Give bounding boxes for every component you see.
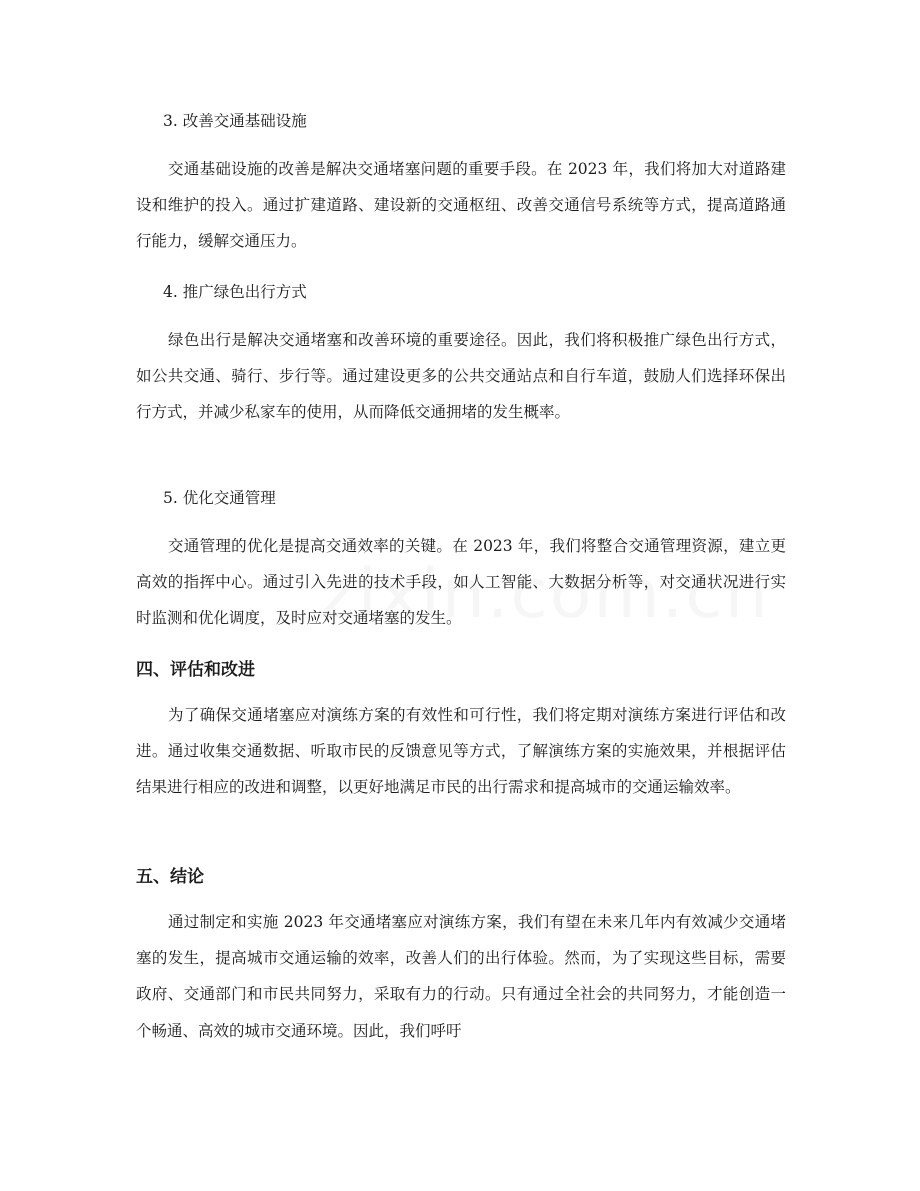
subsection-heading-5: 5. 优化交通管理 [163,489,276,507]
paragraph-traffic-management: 交通管理的优化是提高交通效率的关键。在 2023 年，我们将整合交通管理资源，建立更高效的指挥中心。通过引入先进的技术手段，如人工智能、大数据分析等，对交通状况进行实时监测和优化调度，及时应对交通堵塞的发生。 [136,537,786,628]
section-heading-conclusion: 五、结论 [136,867,204,887]
paragraph-green-travel: 绿色出行是解决交通堵塞和改善环境的重要途径。因此，我们将积极推广绿色出行方式，如公共交通、骑行、步行等。通过建设更多的公共交通站点和自行车道，鼓励人们选择环保出行方式，并减少私家车的使用，从而降低交通拥堵的发生概率。 [136,331,786,422]
section-heading-evaluation: 四、评估和改进 [136,660,255,680]
paragraph-infrastructure: 交通基础设施的改善是解决交通堵塞问题的重要手段。在 2023 年，我们将加大对道路建设和维护的投入。通过扩建道路、建设新的交通枢纽、改善交通信号系统等方式，提高道路通行能力，缓解交通压力。 [136,160,786,251]
subsection-heading-4: 4. 推广绿色出行方式 [163,283,307,301]
paragraph-conclusion: 通过制定和实施 2023 年交通堵塞应对演练方案，我们有望在未来几年内有效减少交通堵塞的发生，提高城市交通运输的效率，改善人们的出行体验。然而，为了实现这些目标，需要政府、交通部门和市民共同努力，采取有力的行动。只有通过全社会的共同努力，才能创造一个畅通、高效的城市交通环境。因此，我们呼吁 [136,913,786,1040]
subsection-heading-3: 3. 改善交通基础设施 [163,112,307,130]
paragraph-evaluation: 为了确保交通堵塞应对演练方案的有效性和可行性，我们将定期对演练方案进行评估和改进。通过收集交通数据、听取市民的反馈意见等方式，了解演练方案的实施效果，并根据评估结果进行相应的改进和调整，以更好地满足市民的出行需求和提高城市的交通运输效率。 [136,706,786,797]
